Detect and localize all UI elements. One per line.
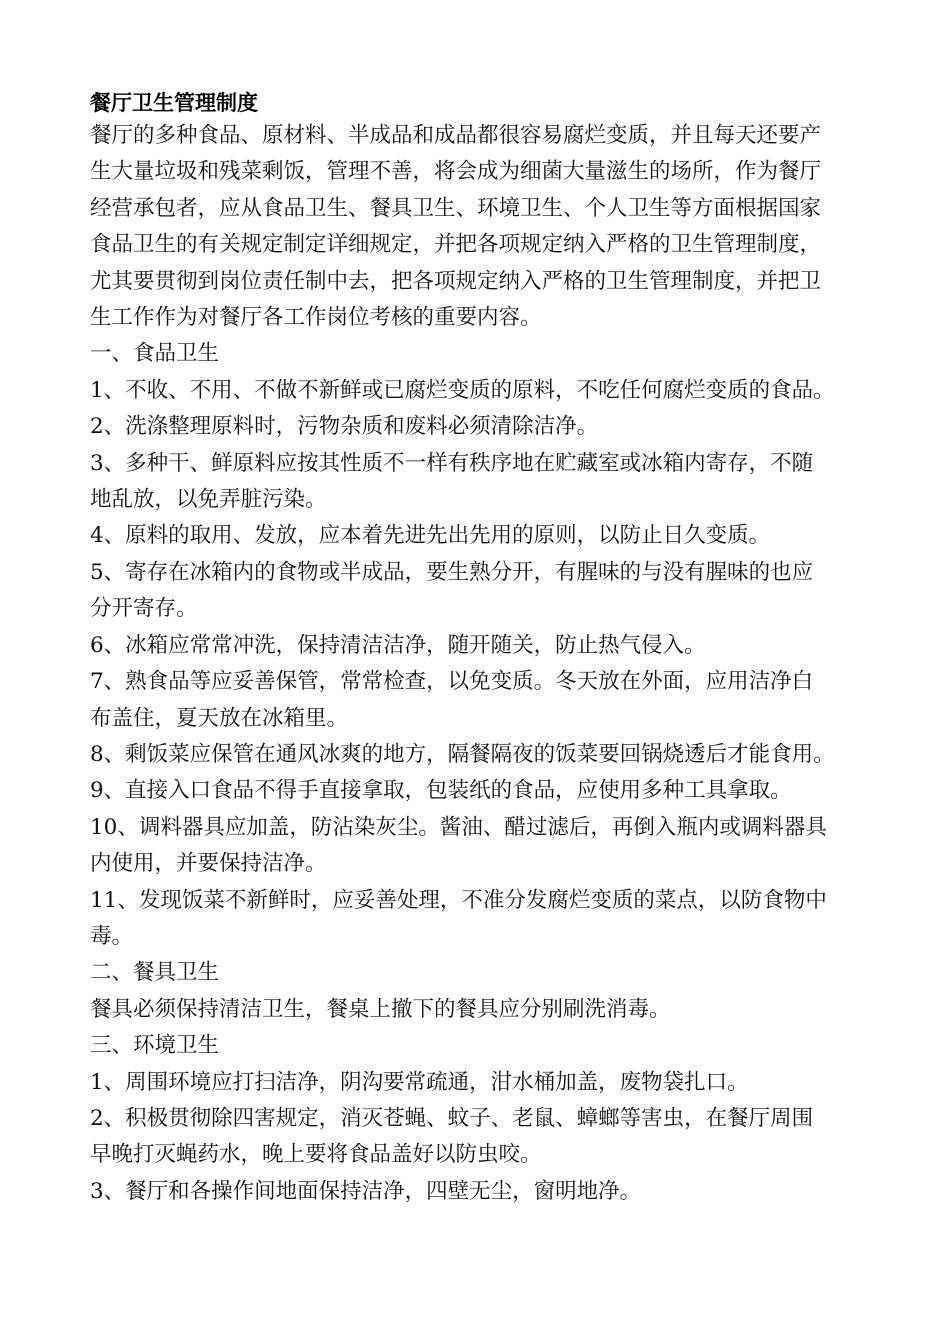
document-page	[90, 88, 862, 1210]
list-item: 2、积极贯彻除四害规定，消灭苍蝇、蚊子、老鼠、蟑螂等害虫，在餐厅周围 早晚打灭蝇药水，晚上要将食品盖好以防虫咬。	[90, 1105, 814, 1168]
list-item: 9、直接入口食品不得手直接拿取，包装纸的食品，应使用多种工具拿取。	[90, 778, 792, 804]
tableware-hygiene-text: 餐具必须保持清洁卫生，餐桌上撤下的餐具应分别刷洗消毒。	[90, 996, 671, 1022]
list-item: 2、洗涤整理原料时，污物杂质和废料必须清除洁净。	[90, 414, 599, 440]
list-item: 1、周围环境应打扫洁净，阴沟要常疏通，泔水桶加盖，废物袋扎口。	[90, 1069, 749, 1095]
list-item: 7、熟食品等应妥善保管，常常检查，以免变质。冬天放在外面，应用洁净白 布盖住，夏天放在冰箱里。	[90, 669, 814, 731]
section-heading-food-hygiene: 一、食品卫生	[90, 341, 220, 367]
list-item: 1、不收、不用、不做不新鲜或已腐烂变质的原料，不吃任何腐烂变质的食品。	[90, 377, 835, 403]
intro-paragraph	[90, 118, 862, 336]
intro-line: 经营承包者，应从食品卫生、餐具卫生、环境卫生、个人卫生等方面根据国家	[90, 195, 822, 221]
list-item: 11、发现饭菜不新鲜时，应妥善处理，不准分发腐烂变质的菜点，以防食物中 毒。	[90, 887, 827, 949]
list-item: 10、调料器具应加盖，防沾染灰尘。酱油、醋过滤后，再倒入瓶内或调料器具 内使用，并要保持洁净。	[90, 814, 827, 877]
list-item: 8、剩饭菜应保管在通风冰爽的地方，隔餐隔夜的饭菜要回锅烧透后才能食用。	[90, 741, 835, 767]
environment-hygiene-list	[90, 1065, 862, 1211]
list-item: 6、冰箱应常常冲洗，保持清洁洁净，随开随关，防止热气侵入。	[90, 632, 706, 658]
intro-line: 食品卫生的有关规定制定详细规定，并把各项规定纳入严格的卫生管理制度，	[90, 232, 822, 258]
list-item: 4、原料的取用、发放，应本着先进先出先用的原则，以防止日久变质。	[90, 523, 771, 549]
section-heading-tableware-hygiene: 二、餐具卫生	[90, 960, 220, 986]
document-title: 餐厅卫生管理制度	[90, 91, 258, 115]
intro-line: 生工作作为对餐厅各工作岗位考核的重要内容。	[90, 305, 542, 331]
list-item: 5、寄存在冰箱内的食物或半成品，要生熟分开，有腥味的与没有腥味的也应 分开寄存。	[90, 559, 814, 622]
section-heading-environment-hygiene: 三、环境卫生	[90, 1033, 220, 1059]
intro-line: 生大量垃圾和残菜剩饭，管理不善，将会成为细菌大量滋生的场所，作为餐厅	[90, 159, 822, 185]
list-item: 3、餐厅和各操作间地面保持洁净，四壁无尘，窗明地净。	[90, 1178, 642, 1204]
list-item: 3、多种干、鲜原料应按其性质不一样有秩序地在贮藏室或冰箱内寄存，不随 地乱放，以免弄脏污染。	[90, 450, 814, 513]
intro-line: 尤其要贯彻到岗位责任制中去，把各项规定纳入严格的卫生管理制度，并把卫	[90, 268, 822, 294]
intro-line: 餐厅的多种食品、原材料、半成品和成品都很容易腐烂变质，并且每天还要产	[90, 123, 822, 148]
food-hygiene-list	[90, 373, 862, 956]
